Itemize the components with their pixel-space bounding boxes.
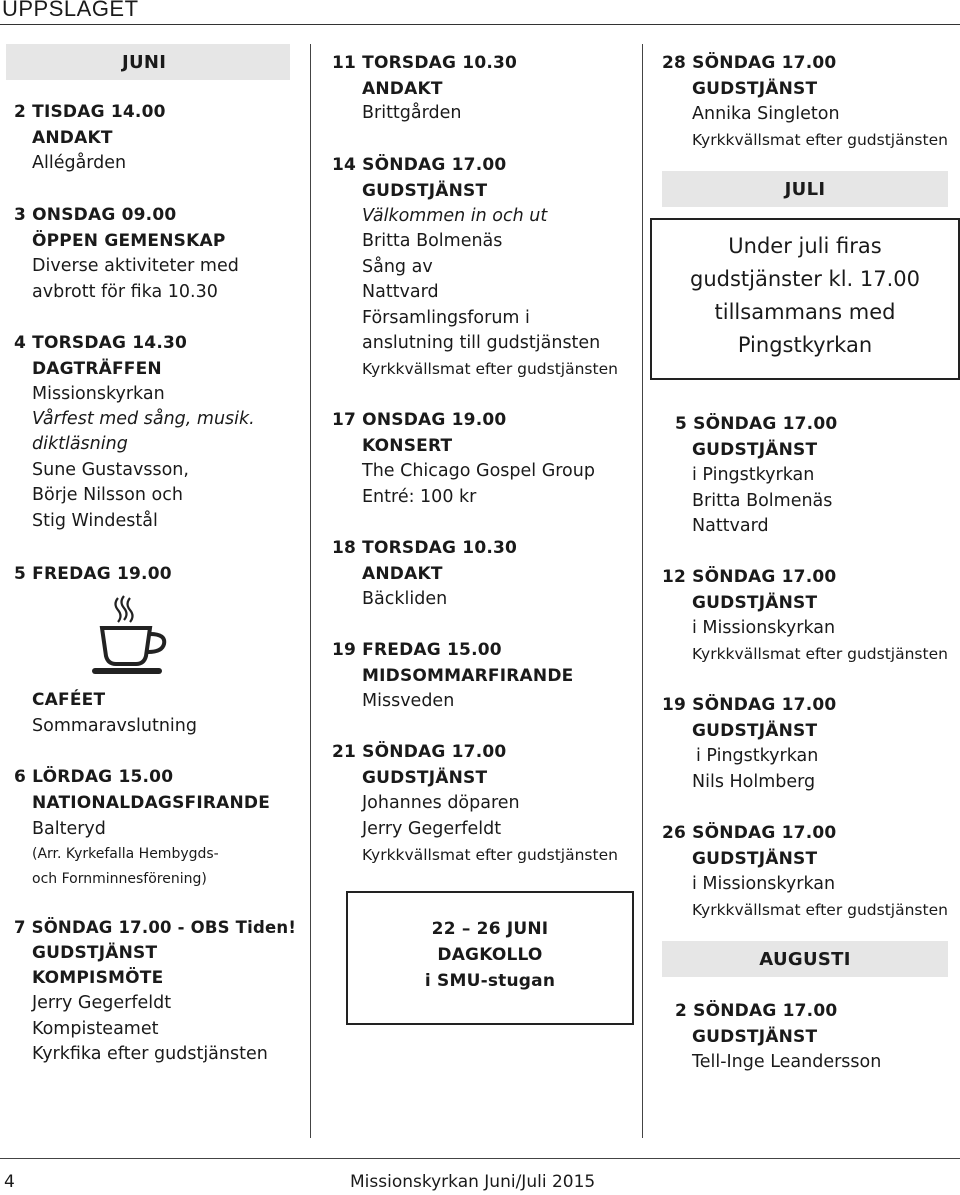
event-place: Allégården [32, 153, 127, 173]
event-type: KONSERT [362, 436, 453, 456]
event-detail: Kyrkfika efter gudstjänsten [32, 1044, 268, 1064]
month-heading-july [662, 171, 948, 207]
footer-publication: Missionskyrkan Juni/Juli 2015 [350, 1172, 596, 1192]
event-detail: Sommaravslutning [32, 716, 197, 736]
event-date: 2 TISDAG 14.00 [14, 102, 166, 122]
event-detail: anslutning till gudstjänsten [362, 333, 601, 353]
event-date: 3 ONSDAG 09.00 [14, 205, 177, 225]
event-detail: Kyrkkvällsmat efter gudstjänsten [362, 360, 618, 378]
event-detail: diktläsning [32, 434, 128, 454]
event-type: GUDSTJÄNST [692, 79, 818, 99]
event-type: ANDAKT [362, 564, 443, 584]
month-heading-june [6, 44, 290, 80]
event-type: DAGTRÄFFEN [32, 359, 162, 379]
event-place: Bäckliden [362, 589, 448, 609]
event-detail: Kyrkkvällsmat efter gudstjänsten [692, 131, 948, 149]
event-detail: Johannes döparen [362, 793, 520, 813]
page-number: 4 [4, 1172, 15, 1192]
event-detail: The Chicago Gospel Group [362, 461, 595, 481]
month-label: AUGUSTI [759, 949, 851, 970]
event-type: GUDSTJÄNST [362, 181, 488, 201]
event-date: 19 FREDAG 15.00 [332, 640, 502, 660]
event-detail: Nattvard [362, 282, 439, 302]
event-type: NATIONALDAGSFIRANDE [32, 793, 271, 813]
event-place: Missveden [362, 691, 455, 711]
event-detail: Församlingsforum i [362, 308, 530, 328]
event-date: 18 TORSDAG 10.30 [332, 538, 518, 558]
event-date: 4 TORSDAG 14.30 [14, 333, 188, 353]
event-date: 28 SÖNDAG 17.00 [662, 53, 837, 73]
dagkollo-box [346, 891, 634, 1025]
event-detail: i Pingstkyrkan [696, 746, 819, 766]
event-type: ANDAKT [362, 79, 443, 99]
box-line: gudstjänster kl. 17.00 [689, 267, 921, 291]
event-detail: Tell-Inge Leandersson [692, 1052, 882, 1072]
event-detail: Nils Holmberg [692, 772, 816, 792]
event-type-secondary: KOMPISMÖTE [32, 968, 164, 988]
event-detail: Vårfest med sång, musik. [32, 409, 255, 429]
event-type: ÖPPEN GEMENSKAP [32, 231, 226, 251]
box-line: i SMU-stugan [424, 971, 556, 991]
event-date: 2 SÖNDAG 17.00 [675, 1001, 838, 1021]
event-date: 12 SÖNDAG 17.00 [662, 567, 837, 587]
page-title: UPPSLAGET [2, 0, 139, 21]
event-detail: i Pingstkyrkan [692, 465, 815, 485]
event-type: GUDSTJÄNST [692, 593, 818, 613]
event-date: 21 SÖNDAG 17.00 [332, 742, 507, 762]
box-line: tillsammans med [714, 300, 896, 324]
event-detail: Diverse aktiviteter med [32, 256, 239, 276]
event-detail: i Missionskyrkan [692, 618, 836, 638]
event-detail: Börje Nilsson och [32, 485, 183, 505]
event-detail: Nattvard [692, 516, 769, 536]
event-type: GUDSTJÄNST [362, 768, 488, 788]
event-type: GUDSTJÄNST [692, 721, 818, 741]
month-label: JUNI [122, 52, 167, 73]
event-detail: Stig Windestål [32, 511, 158, 531]
event-date: 11 TORSDAG 10.30 [332, 53, 518, 73]
event-date: 14 SÖNDAG 17.00 [332, 155, 507, 175]
event-detail: Kyrkkvällsmat efter gudstjänsten [692, 645, 948, 663]
event-detail: Annika Singleton [692, 104, 840, 124]
event-detail: Jerry Gegerfeldt [32, 993, 172, 1013]
month-heading-august [662, 941, 948, 977]
box-line: Under juli firas [728, 234, 882, 258]
event-detail: Entré: 100 kr [362, 487, 477, 507]
event-type: MIDSOMMARFIRANDE [362, 666, 574, 686]
event-detail: Jerry Gegerfeldt [362, 819, 502, 839]
event-detail: avbrott för fika 10.30 [32, 282, 218, 302]
event-detail: Välkommen in och ut [362, 206, 548, 226]
event-place: Brittgården [362, 103, 462, 123]
event-date: 6 LÖRDAG 15.00 [14, 767, 174, 787]
column-divider-2 [642, 44, 643, 1138]
event-detail: Kyrkkvällsmat efter gudstjänsten [362, 846, 618, 864]
event-type: ANDAKT [32, 128, 113, 148]
event-date: 17 ONSDAG 19.00 [332, 410, 507, 430]
box-line: Pingstkyrkan [737, 333, 873, 357]
event-date: 5 SÖNDAG 17.00 [675, 414, 838, 434]
event-type: GUDSTJÄNST [692, 1027, 818, 1047]
box-line: 22 – 26 JUNI [431, 919, 549, 939]
event-date: 19 SÖNDAG 17.00 [662, 695, 837, 715]
event-detail: Sune Gustavsson, [32, 460, 189, 480]
page-footer [0, 1158, 960, 1195]
event-detail: Kyrkkvällsmat efter gudstjänsten [692, 901, 948, 919]
event-date: 26 SÖNDAG 17.00 [662, 823, 837, 843]
event-detail: Britta Bolmenäs [692, 491, 833, 511]
event-type: CAFÉET [32, 690, 106, 710]
header-divider [0, 24, 960, 25]
month-label: JULI [784, 179, 826, 200]
event-type: GUDSTJÄNST [32, 943, 158, 963]
event-detail: och Fornminnesförening) [32, 871, 207, 887]
footer-divider [0, 1158, 960, 1159]
event-detail: Kompisteamet [32, 1019, 159, 1039]
event-date: 5 FREDAG 19.00 [14, 564, 172, 584]
july-notice-box [650, 218, 960, 380]
event-place: Balteryd [32, 819, 106, 839]
event-detail: Sång av [362, 257, 433, 277]
event-date: 7 SÖNDAG 17.00 - OBS Tiden! [14, 918, 297, 937]
box-line: DAGKOLLO [437, 945, 543, 965]
event-place: Missionskyrkan [32, 384, 165, 404]
page-header [0, 0, 960, 24]
event-type: GUDSTJÄNST [692, 440, 818, 460]
event-detail: i Missionskyrkan [692, 874, 836, 894]
event-detail: (Arr. Kyrkefalla Hembygds- [32, 846, 219, 862]
event-detail: Britta Bolmenäs [362, 231, 503, 251]
column-divider-1 [310, 44, 311, 1138]
coffee-cup-icon [88, 592, 178, 678]
event-type: GUDSTJÄNST [692, 849, 818, 869]
